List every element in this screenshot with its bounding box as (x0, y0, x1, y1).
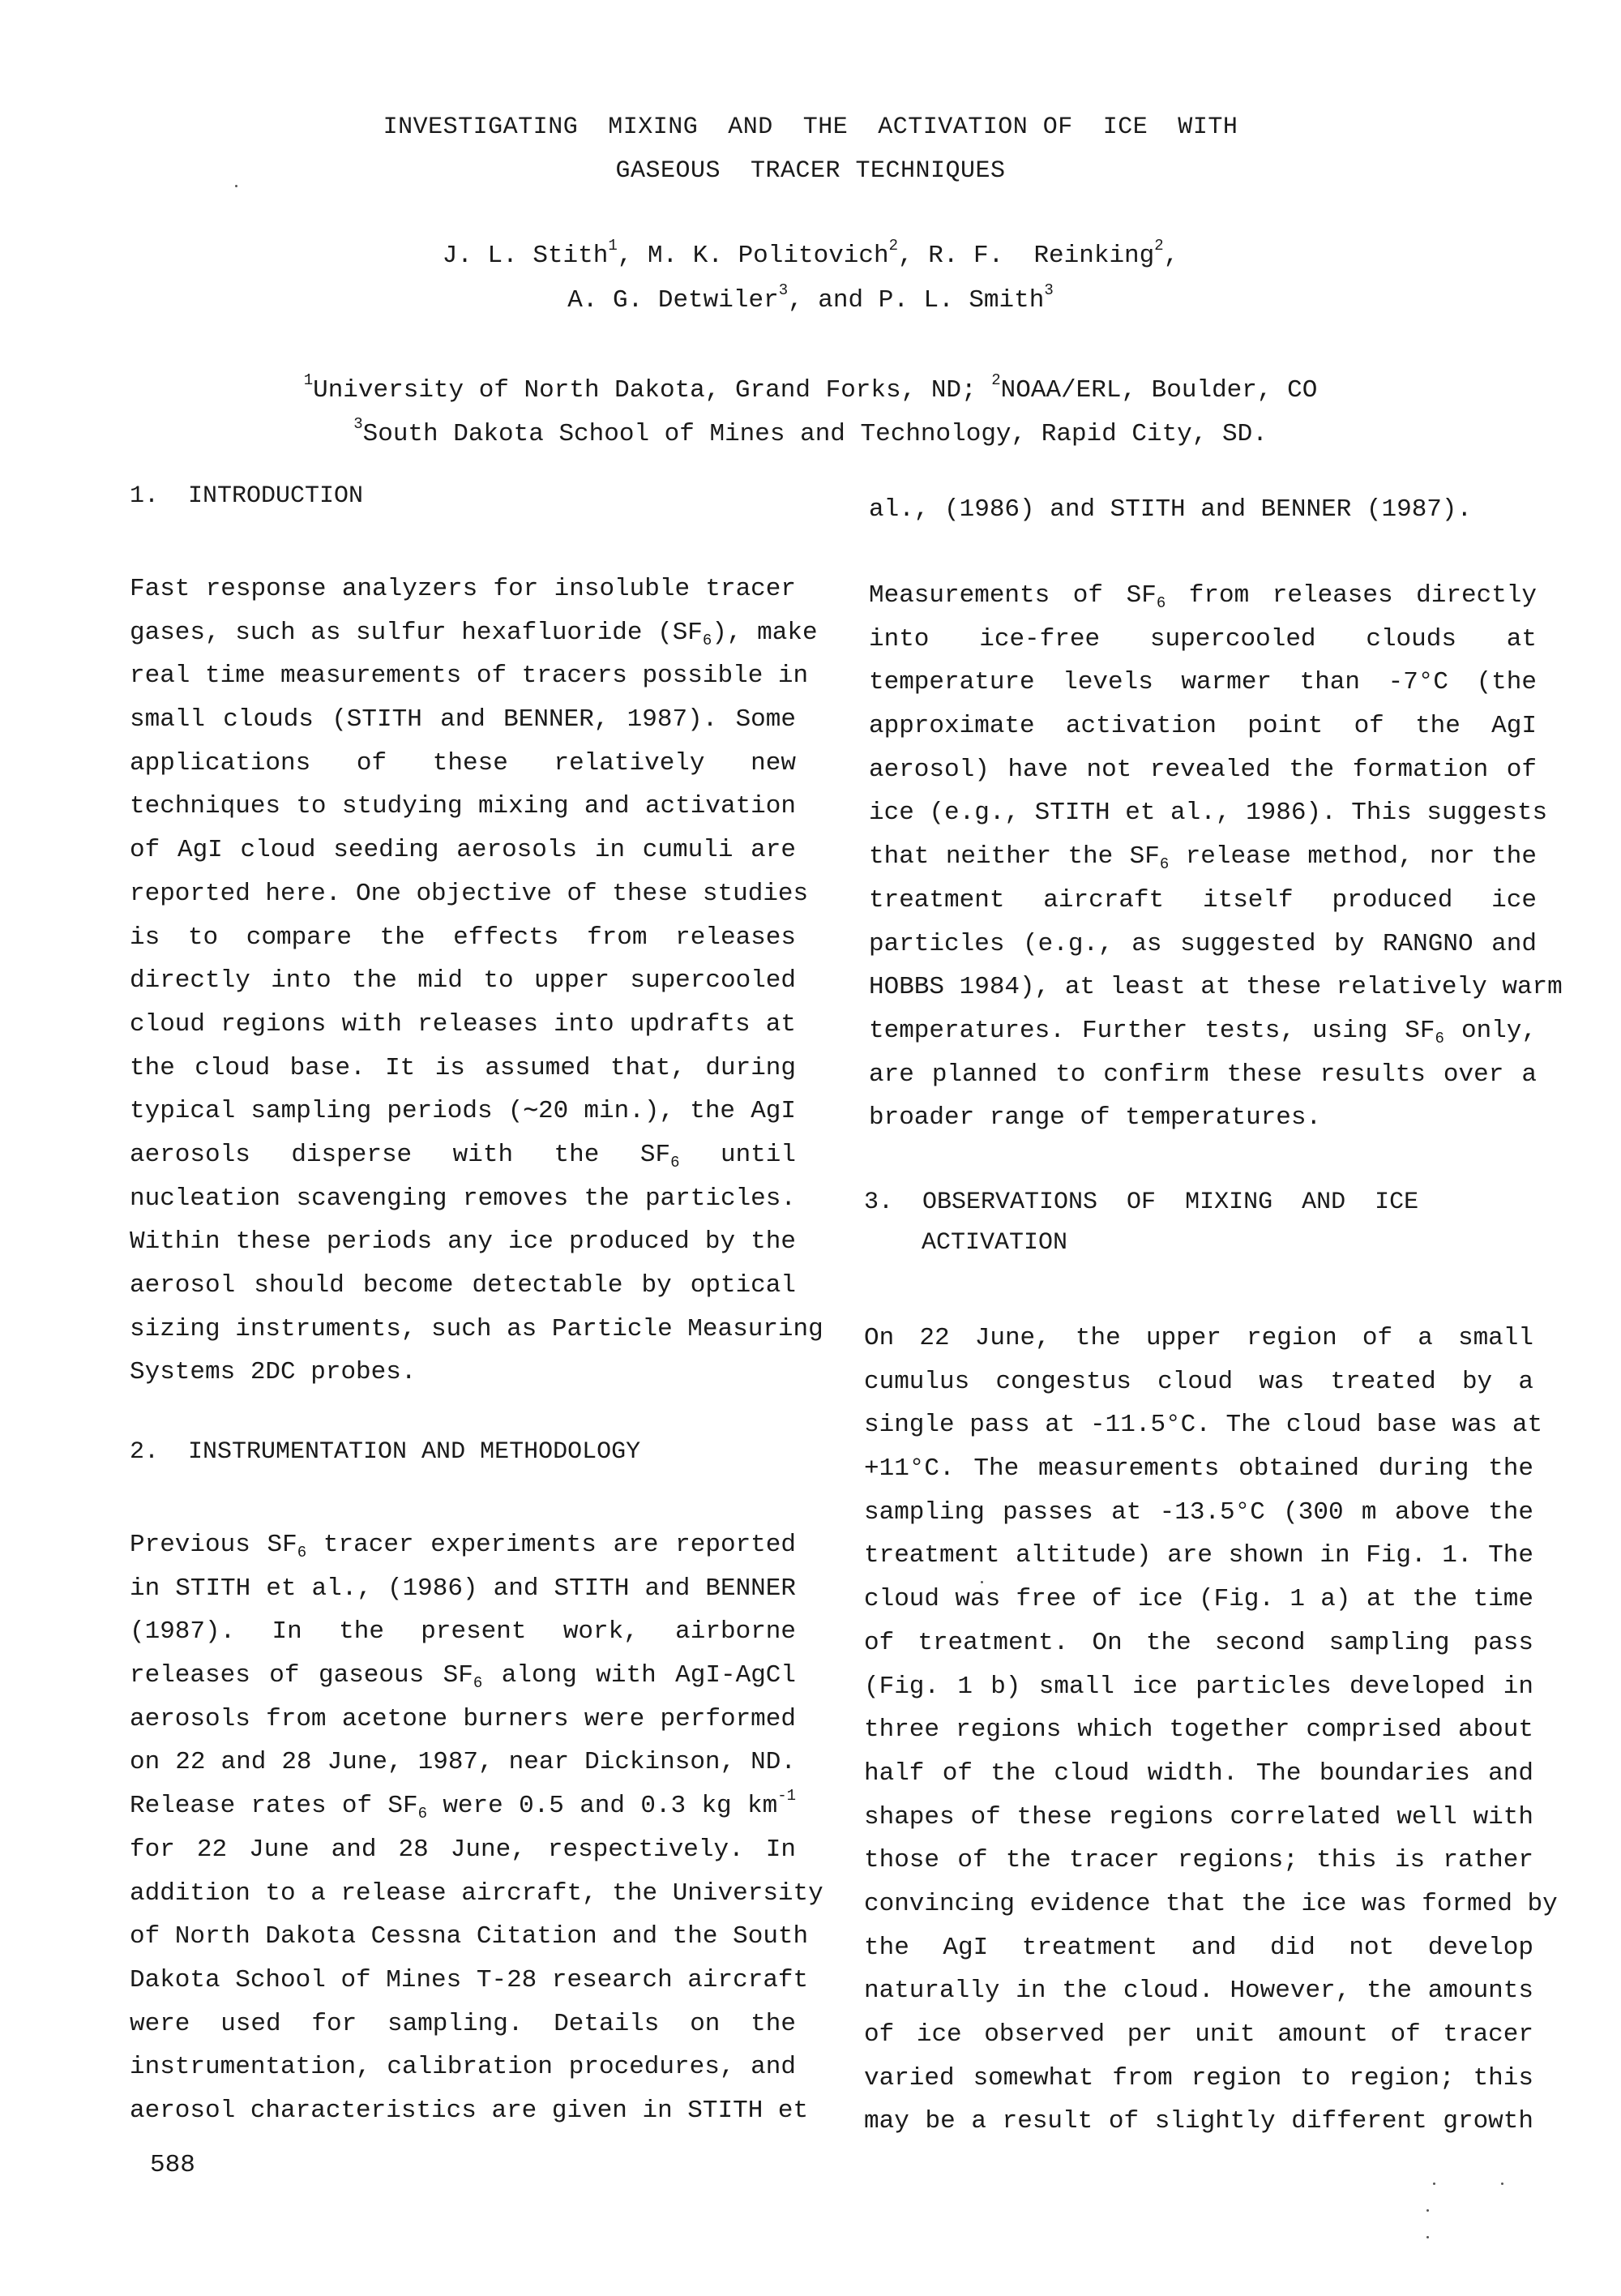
author-reinking: , R. F. Reinking (898, 242, 1155, 270)
scan-speck (981, 1581, 983, 1583)
affiliation-noaa: NOAA/ERL, Boulder, CO (1000, 376, 1318, 405)
affiliation-und: University of North Dakota, Grand Forks, ND; (313, 376, 992, 405)
sf6-results-paragraph: Measurements of $SF_6$ from releases directly into ice-free supercooled clouds at temperature levels warmer than -7°C (the approximate activation point of the AgI aerosol) have not revealed the formation of ice (e.g., STITH et al., 1986). This suggests that neither the $SF_6$ release method, nor the treatment aircraft itself produced ice particles (e.g., as suggested by RANGNO and HOBBS 1984), at least at these relatively warm temperatures. Further tests, using $SF_6$ only, are planned to confirm these results over a broader range of temperatures. (869, 581, 1563, 1133)
scan-speck (235, 185, 237, 187)
author-politovich: , M. K. Politovich (617, 242, 889, 270)
section-heading-observations-cont: ACTIVATION (922, 1229, 1068, 1257)
scan-speck (1433, 2182, 1435, 2185)
introduction-paragraph: Fast response analyzers for insoluble tracer gases, such as sulfur hexafluoride $(SF_6)$, make real time measurements of tracers possible in small clouds (STITH and BENNER, 1987). Some applications of these relatively new techniques to studying mixing and activation of AgI cloud seeding aerosols in cumuli are reported here. One objective of these studies is to compare the effects from releases directly into the mid to upper supercooled cloud regions with releases into updrafts at the cloud base. It is assumed that, during typical sampling periods (∼20 min.), the AgI aerosols disperse with the $SF_6$ until nucleation scavenging removes the particles. Within these periods any ice produced by the aerosol should become detectable by optical sizing instruments, such as Particle Measuring Systems 2DC probes. (130, 575, 823, 1387)
author-smith: , and P. L. Smith (788, 286, 1045, 315)
paper-title-line-1: INVESTIGATING MIXING AND THE ACTIVATION OF ICE WITH (383, 114, 1238, 141)
scan-speck (1426, 2236, 1429, 2238)
observations-paragraph: On 22 June, the upper region of a small cumulus congestus cloud was treated by a single pass at -11.5°C. The cloud base was at +11°C. The measurements obtained during the sampling passes at -13.5°C (300 m above the treatment altitude) are shown in Fig. 1. The cloud was free of ice (Fig. 1 a) at the time of treatment. On the second sampling pass (Fig. 1 b) small ice particles developed in three regions which together comprised about half of the cloud width. The boundaries and shapes of these regions correlated well with those of the tracer regions; this is rather convincing evidence that the ice was formed by the AgI treatment and did not develop naturally in the cloud. However, the amounts of ice observed per unit amount of tracer varied somewhat from region to region; this may be a result of slightly different growth (864, 1324, 1558, 2136)
references-continuation: al., (1986) and STITH and BENNER (1987). (869, 495, 1473, 524)
page-number: 588 (150, 2151, 195, 2179)
scan-speck (1501, 2182, 1503, 2185)
author-line-2: A. G. Detwiler$^3$, and P. L. Smith$^3$ (567, 281, 1054, 315)
instrumentation-paragraph: Previous $SF_6$ tracer experiments are reported in STITH et al., (1986) and STITH and BENNER (1987). In the present work, airborne releases of gaseous $SF_6$ along with AgI-AgCl aerosols from acetone burners were performed on 22 and 28 June, 1987, near Dickinson, ND. Release rates of $SF_6$ were 0.5 and 0.3 kg $km^{-1}$ for 22 June and 28 June, respectively. In addition to a release aircraft, the University of North Dakota Cessna Citation and the South Dakota School of Mines T-28 research aircraft were used for sampling. Details on the instrumentation, calibration procedures, and aerosol characteristics are given in STITH et (130, 1531, 823, 2125)
section-heading-instrumentation: 2. INSTRUMENTATION AND METHODOLOGY (130, 1438, 641, 1466)
author-line-1: J. L. Stith$^1$, M. K. Politovich$^2$, R. F. Reinking$^2$, (442, 237, 1179, 270)
affiliation-line-2: $^3$South Dakota School of Mines and Technology, Rapid City, SD. (353, 415, 1268, 448)
section-heading-introduction: 1. INTRODUCTION (130, 482, 364, 510)
author-detwiler: A. G. Detwiler (567, 286, 779, 315)
paper-title-line-2: GASEOUS TRACER TECHNIQUES (615, 157, 1006, 185)
affiliation-line-1: $^1$University of North Dakota, Grand Forks, ND; $^2$NOAA/ERL, Boulder, CO (303, 371, 1318, 405)
author-stith: J. L. Stith (442, 242, 609, 270)
affiliation-sdsmt: South Dakota School of Mines and Technology, Rapid City, SD. (362, 420, 1268, 448)
scan-speck (1426, 2209, 1429, 2212)
section-heading-observations: 3. OBSERVATIONS OF MIXING AND ICE (864, 1189, 1419, 1216)
